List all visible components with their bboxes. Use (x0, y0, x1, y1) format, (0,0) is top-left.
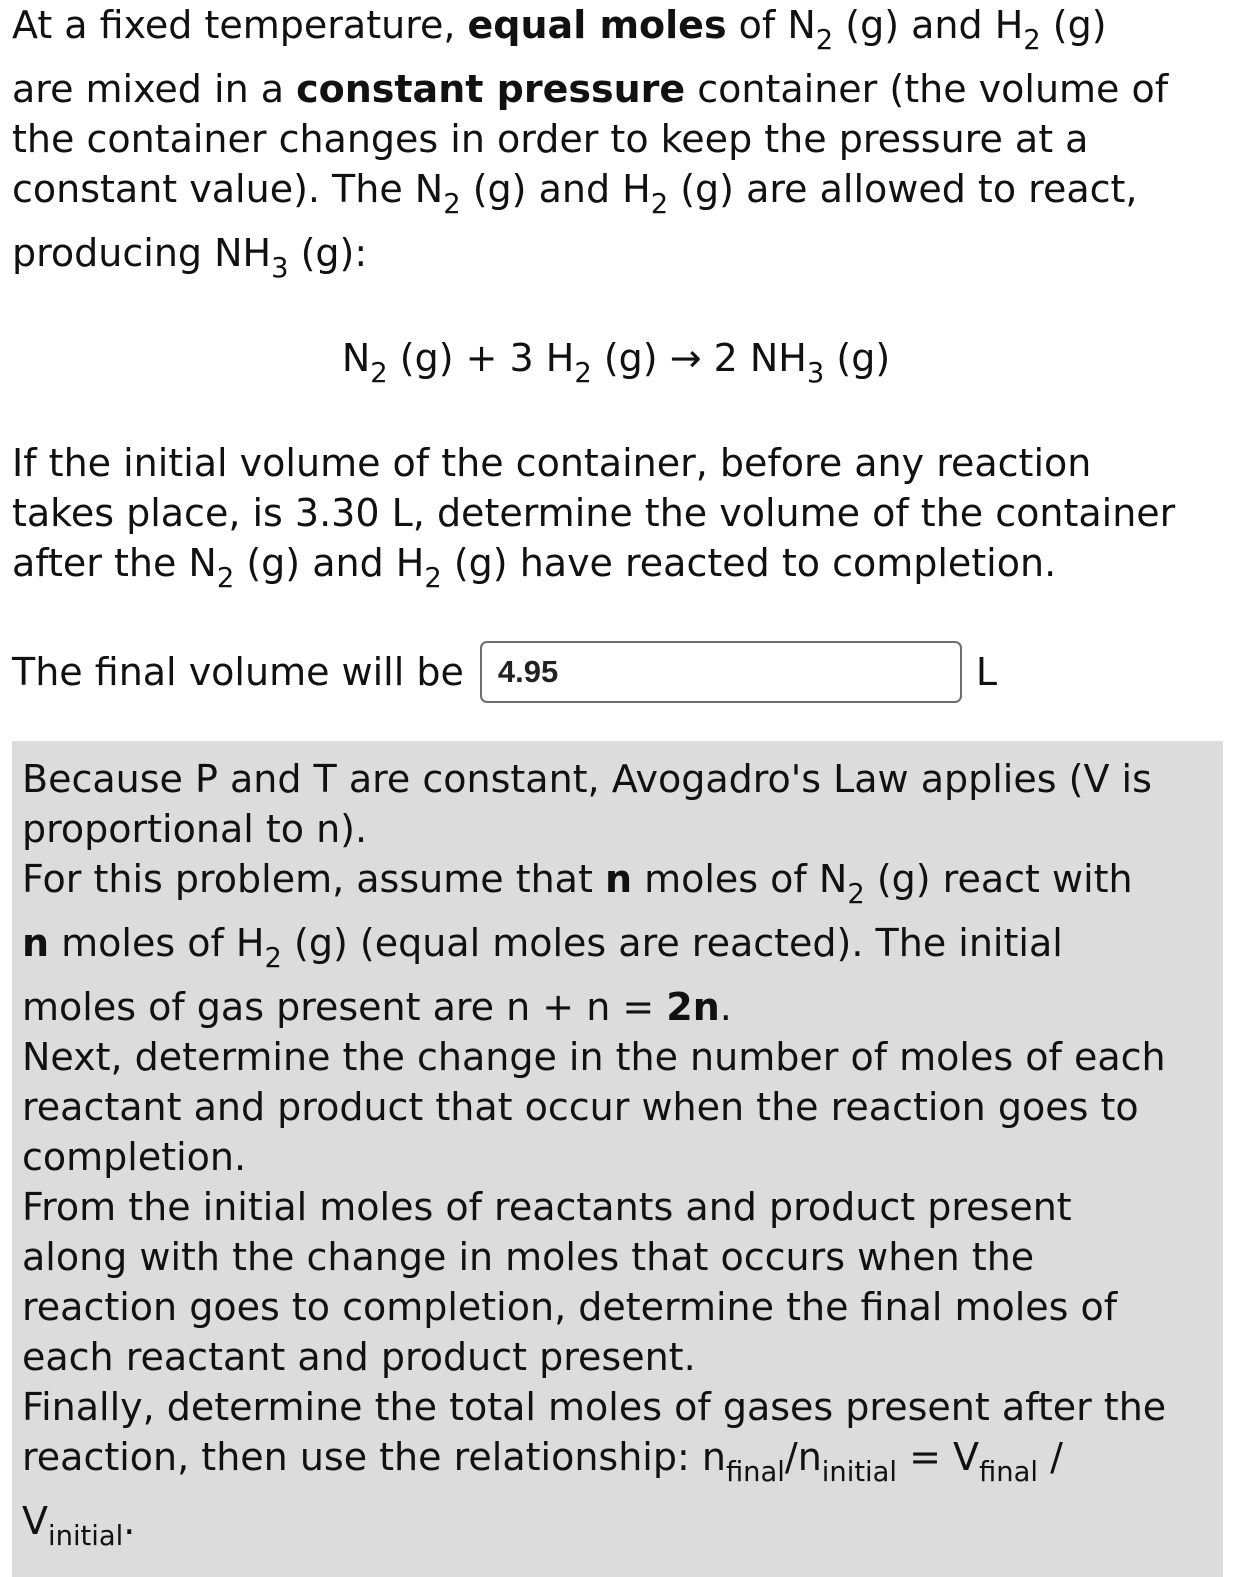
hint-line-9: From the initial moles of reactants and product present (22, 1185, 1072, 1229)
emphasis-equal-moles: equal moles (467, 3, 727, 47)
hint-line-15: $V_{initial}$. (22, 1499, 136, 1553)
hint-line-5: moles of gas present are n + n = 2n. (22, 985, 732, 1029)
answer-unit: L (975, 650, 998, 694)
reaction-equation: $N_2$ (g) + 3 $H_2$ (g) → 2 $NH_3$ (g) (341, 336, 891, 390)
hint-line-7: reactant and product that occur when the reaction goes to (22, 1085, 1139, 1129)
prompt-line-3: after the $N_2$ (g) and $H_2$ (g) have reacted to completion. (12, 541, 1057, 595)
answer-row (12, 640, 997, 704)
hint-line-1: Because P and T are constant, Avogadro's Law applies (V is (22, 757, 1152, 801)
intro-line-5: producing $NH_3$ (g): (12, 231, 368, 285)
hint-line-3: For this problem, assume that n moles of $N_2$ (g) react with (22, 857, 1133, 911)
hint-line-8: completion. (22, 1135, 247, 1179)
final-volume-input[interactable] (480, 641, 962, 703)
answer-label: The final volume will be (12, 650, 464, 694)
intro-line-3: the container changes in order to keep the pressure at a (12, 117, 1089, 161)
intro-line-2: are mixed in a constant pressure container (the volume of (12, 67, 1169, 111)
prompt-line-2: takes place, is 3.30 L, determine the volume of the container (12, 491, 1176, 535)
prompt-line-1: If the initial volume of the container, before any reaction (12, 441, 1092, 485)
problem-intro (12, 0, 1232, 285)
hint-line-13: Finally, determine the total moles of gases present after the (22, 1385, 1167, 1429)
question-prompt (12, 438, 1236, 595)
hint-panel (12, 741, 1223, 1577)
hint-line-10: along with the change in moles that occurs when the (22, 1235, 1035, 1279)
hint-line-11: reaction goes to completion, determine the final moles of (22, 1285, 1118, 1329)
intro-line-1: At a fixed temperature, equal moles of $N_2$ (g) and $H_2$ (g) (12, 3, 1107, 57)
hint-line-2: proportional to n). (22, 807, 368, 851)
emphasis-constant-pressure: constant pressure (296, 67, 686, 111)
hint-line-4: n moles of $H_2$ (g) (equal moles are reacted). The initial (22, 921, 1063, 975)
hint-line-12: each reactant and product present. (22, 1335, 696, 1379)
intro-line-4: constant value). The $N_2$ (g) and $H_2$ (g) are allowed to react, (12, 167, 1138, 221)
hint-line-14: reaction, then use the relationship: $n_{final}/n_{initial} = V_{final}$ / (22, 1435, 1063, 1489)
hint-line-6: Next, determine the change in the number of moles of each (22, 1035, 1166, 1079)
